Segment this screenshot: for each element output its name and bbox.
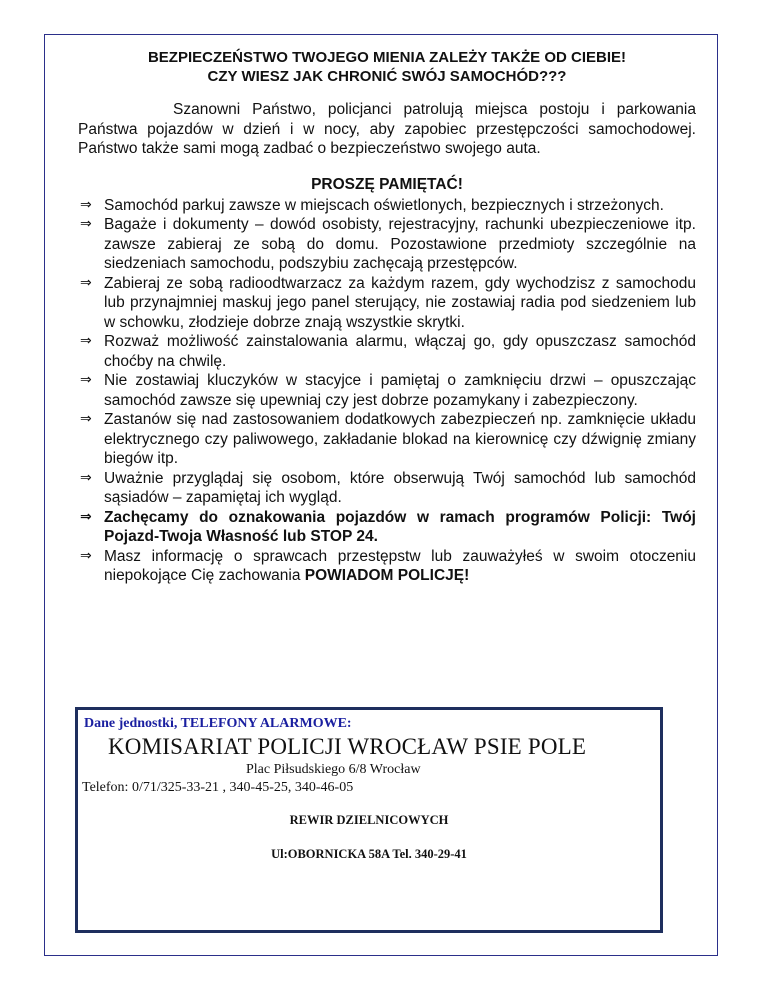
station-phone: Telefon: 0/71/325-33-21 , 340-45-25, 340-46-05 — [82, 780, 354, 795]
arrow-icon: ⇒ — [80, 547, 92, 564]
tip-text: Rozważ możliwość zainstalowania alarmu, włączaj go, gdy opuszczasz samochód choćby na chwilę. — [104, 333, 696, 370]
contact-box — [75, 707, 663, 933]
tip-text: Uważnie przyglądaj się osobom, które obserwują Twój samochód lub samochód sąsiadów – zapamiętaj ich wygląd. — [104, 469, 696, 506]
tips-list — [78, 196, 696, 586]
heading-line-1: BEZPIECZEŃSTWO TWOJEGO MIENIA ZALEŻY TAKŻE OD CIEBIE! — [147, 49, 627, 66]
heading-line-2: CZY WIESZ JAK CHRONIĆ SWÓJ SAMOCHÓD??? — [207, 68, 567, 85]
station-address: Plac Piłsudskiego 6/8 Wrocław — [246, 762, 421, 777]
arrow-icon: ⇒ — [80, 411, 92, 427]
tip-text: Bagaże i dokumenty – dowód osobisty, rejestracyjny, rachunki ubezpieczeniowe itp. zawsze zabieraj ze sobą do domu. Pozostawione przedmioty szczególnie na siedzeniach samochodu, podszybiu zachęcają przestępców. — [104, 216, 696, 272]
tip-item — [78, 215, 696, 274]
arrow-icon: ⇒ — [80, 372, 92, 388]
tip-item — [78, 274, 696, 333]
tip-item-report — [78, 547, 696, 586]
rewir-address: Ul:OBORNICKA 58A Tel. 340-29-41 — [271, 847, 467, 861]
arrow-icon: ⇒ — [80, 333, 92, 349]
tip-text: Zachęcamy do oznakowania pojazdów w ramach programów Policji: Twój Pojazd-Twoja Własność lub STOP 24. — [104, 508, 696, 545]
tip-text: Samochód parkuj zawsze w miejscach oświetlonych, bezpiecznych i strzeżonych. — [104, 196, 664, 214]
arrow-icon: ⇒ — [80, 216, 92, 232]
remember-heading: PROSZĘ PAMIĘTAĆ! — [311, 175, 463, 193]
arrow-icon: ⇒ — [80, 469, 92, 486]
tip-text: Masz informację o sprawcach przestępstw lub zauważyłeś w swoim otoczeniu niepokojące Cię zachowania — [104, 547, 696, 584]
station-name: KOMISARIAT POLICJI WROCŁAW PSIE POLE — [108, 734, 587, 759]
contact-label: Dane jednostki, TELEFONY ALARMOWE: — [84, 716, 352, 731]
intro-paragraph: Szanowni Państwo, policjanci patrolują miejsca postoju i parkowania Państwa pojazdów w dzień i w nocy, aby zapobiec przestępczości samochodowej. Państwo także sami mogą zadbać o bezpieczeństwo swojego auta. — [78, 101, 696, 157]
tip-text: Nie zostawiaj kluczyków w stacyjce i pamiętaj o zamknięciu drzwi – opuszczając samochód zawsze się upewniaj czy jest dobrze pozamykany i zabezpieczony. — [104, 372, 696, 409]
tip-item — [78, 196, 696, 216]
tip-item — [78, 410, 696, 469]
arrow-icon: ⇒ — [80, 508, 92, 525]
tip-text: Zastanów się nad zastosowaniem dodatkowych zabezpieczeń np. zamknięcie układu elektrycznego czy paliwowego, zakładanie blokad na kierownicę czy dźwignię zmiany biegów itp. — [104, 411, 696, 467]
tip-item — [78, 332, 696, 371]
tip-item — [78, 469, 696, 508]
tip-item-program — [78, 508, 696, 547]
tip-item — [78, 371, 696, 410]
arrow-icon: ⇒ — [80, 196, 92, 213]
rewir-heading: REWIR DZIELNICOWYCH — [289, 813, 449, 827]
tip-text: Zabieraj ze sobą radioodtwarzacz za każdym razem, gdy wychodzisz z samochodu lub przynajmniej maskuj jego panel sterujący, nie zostawiaj radia pod siedzeniem lub w schowku, złodzieje dobrze znają wszystkie skrytki. — [104, 274, 696, 331]
arrow-icon: ⇒ — [80, 274, 92, 291]
leaflet-content — [78, 48, 696, 586]
report-police-callout: POWIADOM POLICJĘ! — [304, 567, 470, 584]
